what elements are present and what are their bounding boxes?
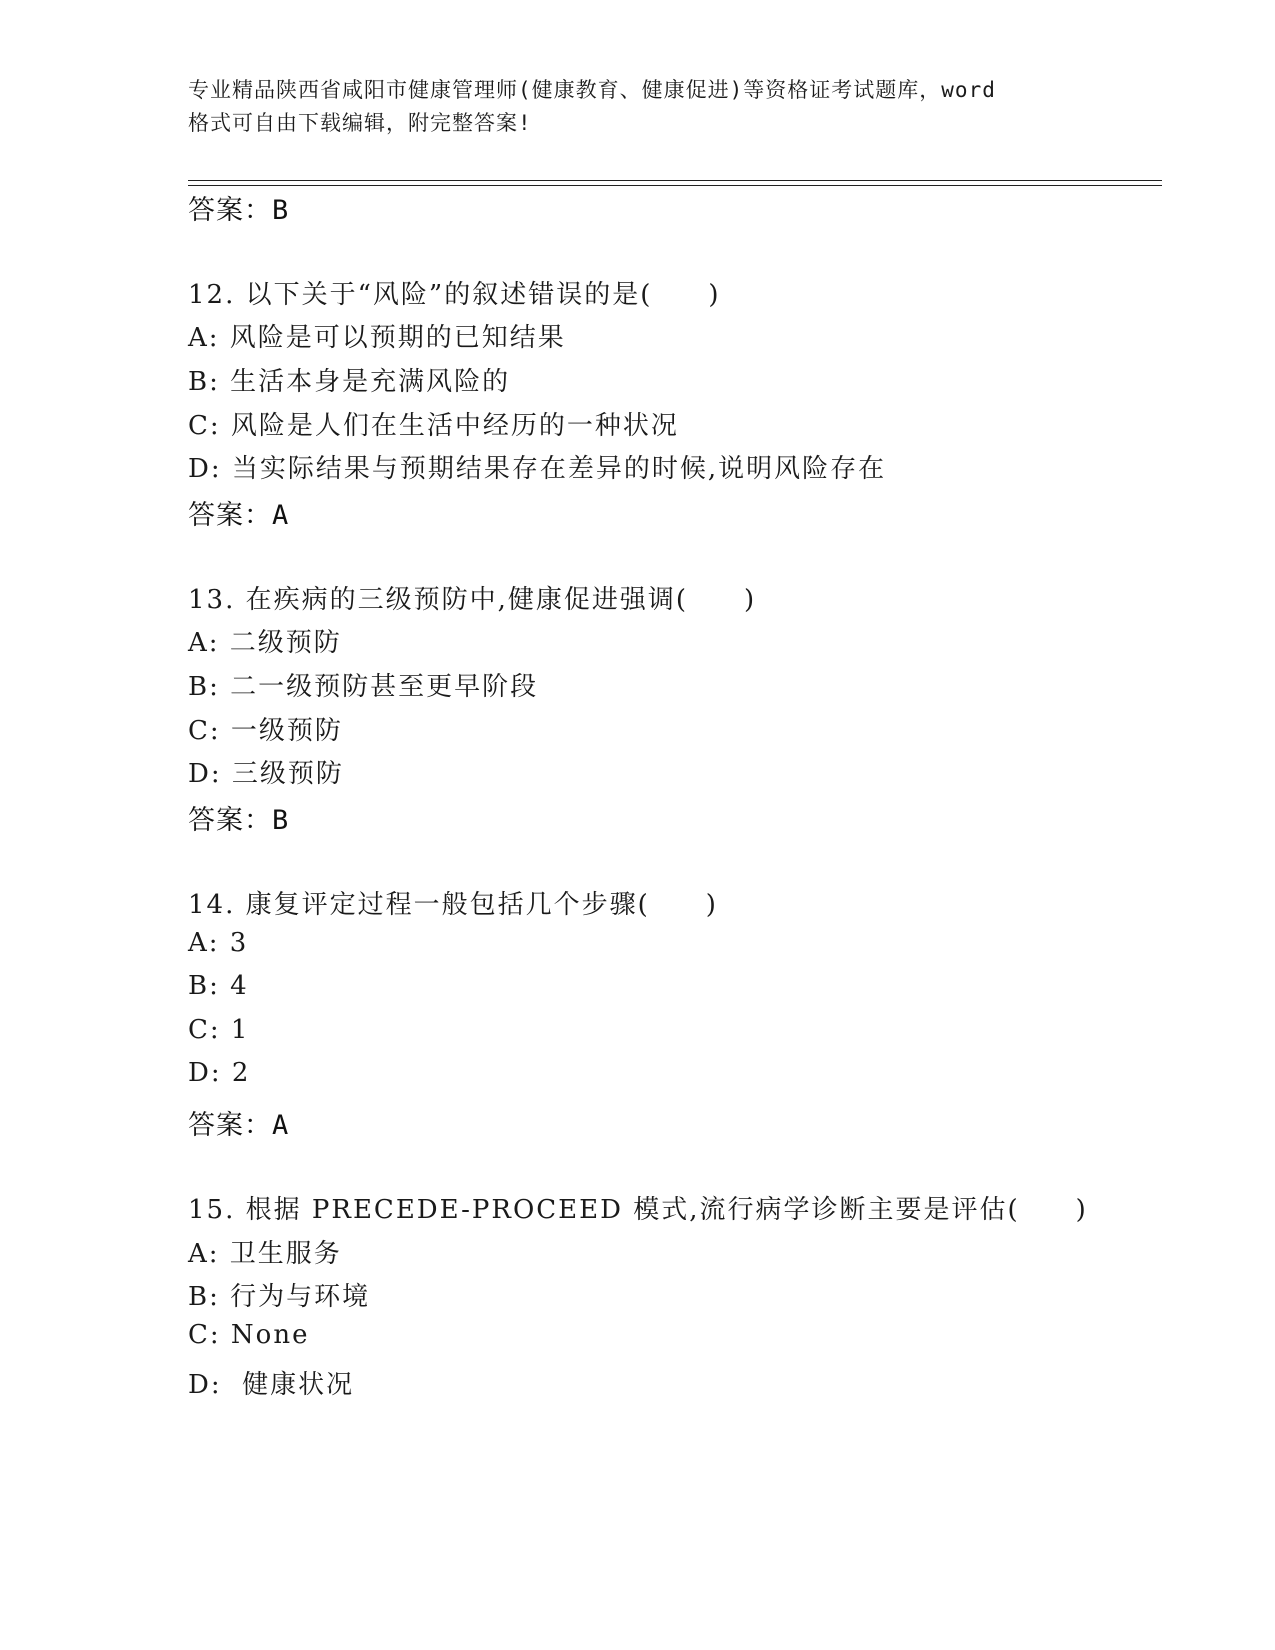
question-15-option-b: B: 行为与环境 (188, 1282, 371, 1312)
header-line-2: 格式可自由下载编辑，附完整答案! (188, 111, 532, 135)
question-13-option-c: C: 一级预防 (188, 716, 343, 746)
question-14-option-c: C: 1 (188, 1015, 250, 1045)
answer-11: 答案：B (188, 195, 290, 226)
question-13-option-d: D: 三级预防 (188, 759, 344, 789)
question-15-option-d: D: 健康状况 (188, 1370, 355, 1400)
header-divider-bottom (188, 185, 1162, 186)
header-divider-top (188, 180, 1162, 181)
question-13-stem: 13. 在疾病的三级预防中,健康促进强调( ) (188, 585, 757, 615)
question-12-option-d: D: 当实际结果与预期结果存在差异的时候,说明风险存在 (188, 454, 887, 484)
question-14-stem: 14. 康复评定过程一般包括几个步骤( ) (188, 890, 718, 920)
document-header (188, 74, 1088, 140)
header-line-1: 专业精品陕西省咸阳市健康管理师(健康教育、健康促进)等资格证考试题库，word (188, 78, 996, 102)
question-12-option-c: C: 风险是人们在生活中经历的一种状况 (188, 411, 679, 441)
question-15-option-c: C: None (188, 1320, 310, 1350)
question-13-option-b: B: 二一级预防甚至更早阶段 (188, 672, 539, 702)
question-15-stem: 15. 根据 PRECEDE-PROCEED 模式,流行病学诊断主要是评估( ) (188, 1195, 1088, 1225)
question-13-answer: 答案：B (188, 805, 290, 836)
question-14-option-a: A: 3 (188, 928, 249, 958)
question-12-answer: 答案：A (188, 500, 290, 531)
question-13-option-a: A: 二级预防 (188, 628, 342, 658)
question-14-option-d: D: 2 (188, 1058, 251, 1088)
question-12-stem: 12. 以下关于“风险”的叙述错误的是( ) (188, 280, 721, 310)
question-14-option-b: B: 4 (188, 971, 249, 1001)
question-12-option-a: A: 风险是可以预期的已知结果 (188, 323, 566, 353)
question-15-option-a: A: 卫生服务 (188, 1239, 342, 1269)
question-12-option-b: B: 生活本身是充满风险的 (188, 367, 511, 397)
question-14-answer: 答案：A (188, 1110, 290, 1141)
